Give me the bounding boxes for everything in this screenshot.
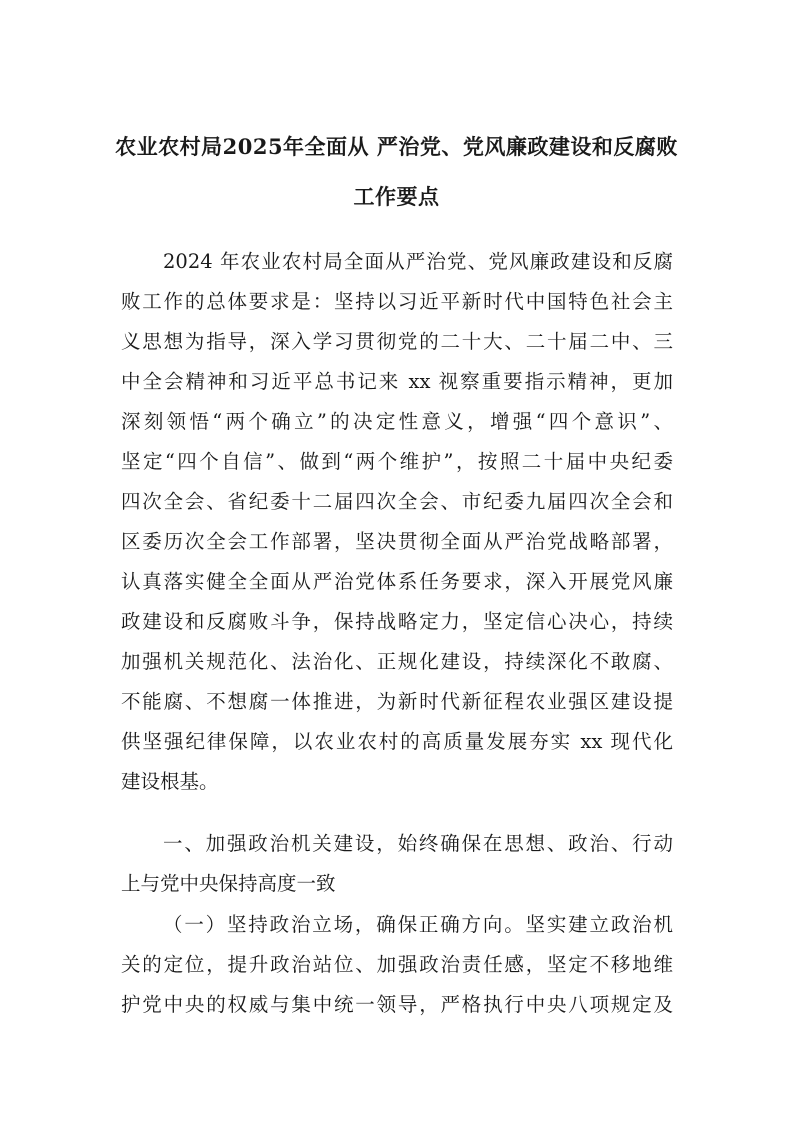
paragraph-line: 深刻领悟“两个确立”的决定性意义，增强“四个意识”、 <box>121 410 673 433</box>
paragraph-line: 义思想为指导，深入学习贯彻党的二十大、二十届二中、三 <box>121 330 673 353</box>
section-heading-line: 一、加强政治机关建设，始终确保在思想、政治、行动 <box>163 832 673 855</box>
paragraph-line: 供坚强纪律保障，以农业农村的高质量发展夯实 xx 现代化 <box>121 730 673 753</box>
paragraph-line: 加强机关规范化、法治化、正规化建设，持续深化不敢腐、 <box>121 650 673 673</box>
paragraph-line: 中全会精神和习近平总书记来 xx 视察重要指示精神，更加 <box>121 370 673 393</box>
paragraph-line: 区委历次全会工作部署，坚决贯彻全面从严治党战略部署， <box>121 530 673 553</box>
paragraph-line: 败工作的总体要求是：坚持以习近平新时代中国特色社会主 <box>121 290 673 313</box>
section-heading-line: 上与党中央保持高度一致 <box>121 872 336 895</box>
paragraph-line: 护党中央的权威与集中统一领导，严格执行中央八项规定及 <box>121 993 673 1016</box>
document-title-line-1: 农业农村局2025年全面从 严治党、党风廉政建设和反腐败 <box>115 134 678 159</box>
document-title-line-2: 工作要点 <box>353 184 440 209</box>
paragraph-line: 建设根基。 <box>121 770 219 793</box>
paragraph-line: 政建设和反腐败斗争，保持战略定力，坚定信心决心，持续 <box>121 610 673 633</box>
paragraph-line: 不能腐、不想腐一体推进，为新时代新征程农业强区建设提 <box>121 690 673 713</box>
paragraph-line: 认真落实健全全面从严治党体系任务要求，深入开展党风廉 <box>121 570 673 593</box>
paragraph-line: 坚定“四个自信”、做到“两个维护”，按照二十届中央纪委 <box>121 450 673 473</box>
paragraph-line: 2024 年农业农村局全面从严治党、党风廉政建设和反腐 <box>163 250 673 273</box>
paragraph-line: 四次全会、省纪委十二届四次全会、市纪委九届四次全会和 <box>121 490 673 513</box>
paragraph-line: 关的定位，提升政治站位、加强政治责任感，坚定不移地维 <box>121 953 673 976</box>
paragraph-line: （一）坚持政治立场，确保正确方向。坚实建立政治机 <box>163 913 673 936</box>
